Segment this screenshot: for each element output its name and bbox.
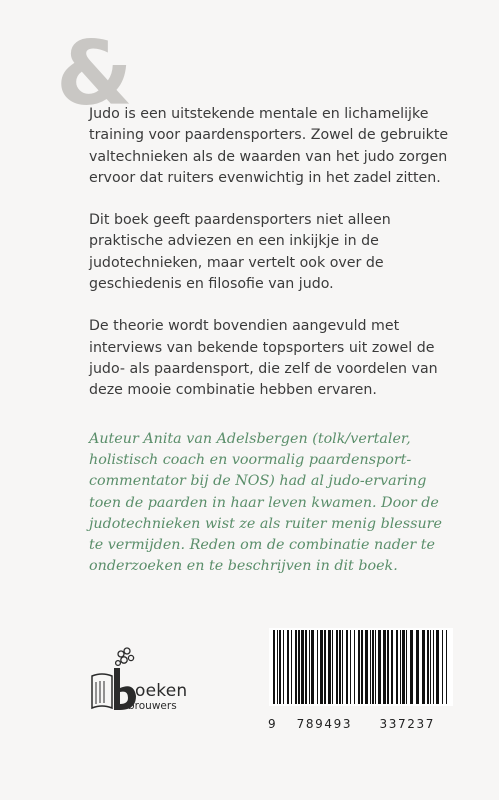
blurb [89, 104, 459, 423]
barcode-bar [354, 630, 355, 704]
author-bio: Auteur Anita van Adelsbergen (tolk/vertaler, holistisch coach en voormalig paardensport-commentator bij de NOS) had al judo-ervaring toen de paarden in haar leven kwamen. Door de judotechnieken wist ze als ruiter menig blessure te vermijden. Reden om de combinatie nader te onderzoeken en te beschrijven in dit boek. [89, 431, 442, 575]
barcode-bar [336, 630, 338, 704]
barcode-bar [396, 630, 398, 704]
barcode-bar [361, 630, 363, 704]
barcode-bar [358, 630, 360, 704]
barcode-bar [287, 630, 289, 704]
barcode-bar [406, 630, 407, 704]
barcode-bar [328, 630, 331, 704]
barcode-first-digit: 9 [268, 717, 278, 731]
barcode-bar [370, 630, 371, 704]
barcode-bar [400, 630, 401, 704]
barcode-bar [410, 630, 413, 704]
barcode-number [268, 717, 458, 731]
barcode-bar [301, 630, 304, 704]
blurb-paragraph-3: De theorie wordt bovendien aangevuld met interviews van bekende topsporters uit zowel de judo- als paardensport, die zelf de voordelen van deze mooie combinatie hebben ervaren. [89, 318, 438, 399]
barcode-bar [402, 630, 405, 704]
barcode-bar [442, 630, 443, 704]
barcode-bar [430, 630, 431, 704]
barcode-bar [422, 630, 425, 704]
barcode-bar [291, 630, 292, 704]
publisher-name-line-1: oeken [135, 681, 188, 701]
barcode-bar [375, 630, 376, 704]
barcode-bar [383, 630, 386, 704]
barcode-bar [295, 630, 297, 704]
barcode-bar [436, 630, 439, 704]
blurb-paragraph-2: Dit boek geeft paardensporters niet alleen praktische adviezen en een inkijkje in de judotechnieken, maar vertelt ook over de geschiedenis en filosofie van judo. [89, 212, 391, 293]
barcode-bar [433, 630, 434, 704]
barcode-bar [427, 630, 429, 704]
publisher-name-line-2: brouwers [128, 700, 177, 712]
barcode-bar [387, 630, 389, 704]
barcode-group-1: 789493 [296, 717, 353, 731]
barcode-bar [372, 630, 374, 704]
barcode-bar [378, 630, 381, 704]
barcode-bar [324, 630, 326, 704]
barcode-bar [342, 630, 343, 704]
barcode-group-2: 337237 [379, 717, 435, 731]
publisher-logo [90, 646, 210, 716]
barcode-bar [309, 630, 310, 704]
barcode-bar [320, 630, 323, 704]
barcode-bar [346, 630, 348, 704]
blurb-paragraph-1: Judo is een uitstekende mentale en lichamelijke training voor paardensporters. Zowel de gebruikte valtechnieken als de waarden van het judo zorgen ervoor dat ruiters evenwichtig in het zadel zitten. [89, 106, 449, 186]
ampersand-mark: & [56, 22, 133, 125]
barcode-bar [416, 630, 419, 704]
barcode-bar [298, 630, 300, 704]
barcode-bar [283, 630, 284, 704]
barcode-bar [332, 630, 333, 704]
barcode-bar [317, 630, 318, 704]
barcode-bar [311, 630, 314, 704]
barcode-bar [273, 630, 275, 704]
barcode-bar [305, 630, 307, 704]
barcode [269, 628, 453, 706]
barcode-bar [446, 630, 447, 704]
barcode-bar [277, 630, 278, 704]
barcode-bar [365, 630, 368, 704]
barcode-bar [350, 630, 351, 704]
barcode-bar [339, 630, 341, 704]
barcode-bar [279, 630, 281, 704]
barcode-bar [391, 630, 393, 704]
